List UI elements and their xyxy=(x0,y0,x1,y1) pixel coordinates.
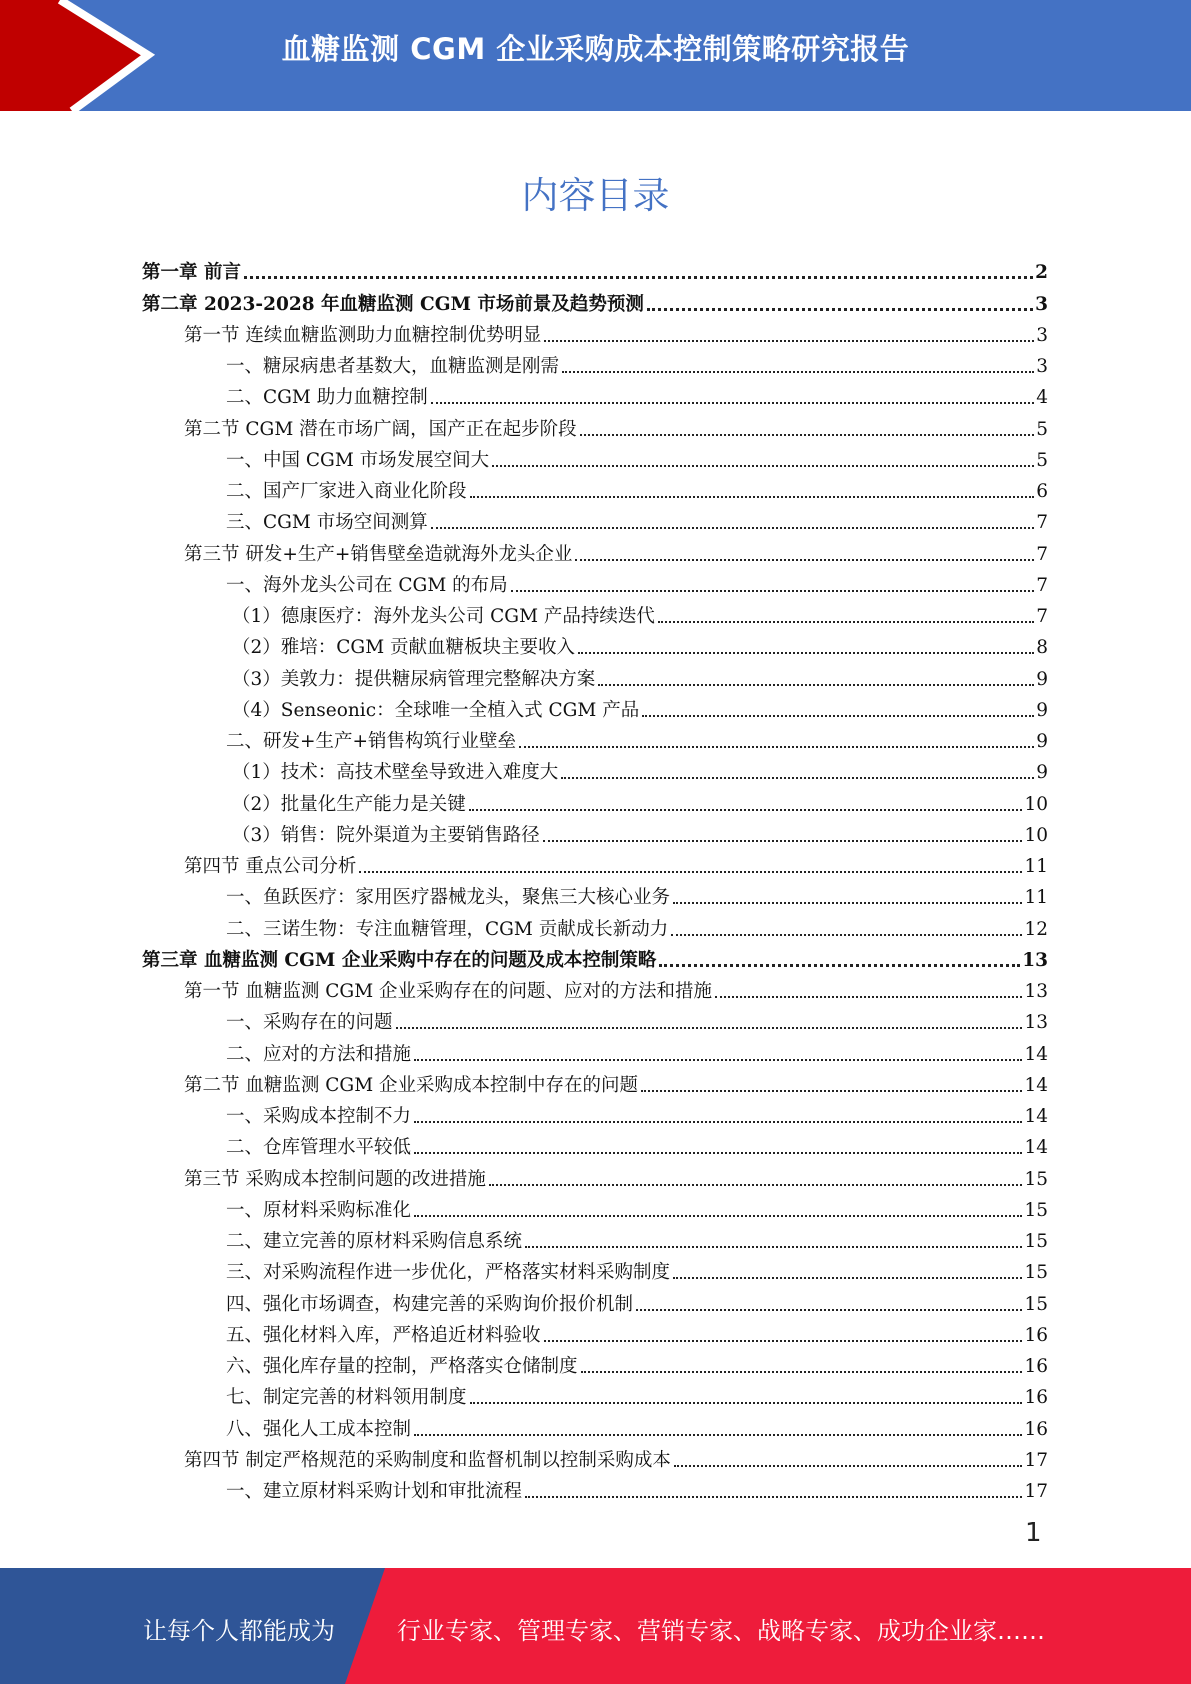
toc-dot-leader xyxy=(647,307,1033,311)
toc-entry-title: 第三章 血糖监测 CGM 企业采购中存在的问题及成本控制策略 xyxy=(142,949,657,971)
toc-entry-title: 一、采购存在的问题 xyxy=(226,1012,393,1034)
toc-entry[interactable] xyxy=(142,723,1048,754)
toc-entry[interactable] xyxy=(142,817,1048,848)
toc-dot-leader xyxy=(671,933,1022,936)
toc-dot-leader xyxy=(511,589,1035,592)
toc-entry-title: 八、强化人工成本控制 xyxy=(226,1418,412,1440)
toc-entry-title: 四、强化市场调查，构建完善的采购询价报价机制 xyxy=(226,1293,634,1315)
toc-dot-leader xyxy=(244,275,1033,279)
toc-dot-leader xyxy=(598,683,1034,686)
toc-entry-page: 5 xyxy=(1036,418,1048,440)
toc-entry[interactable] xyxy=(142,785,1048,816)
toc-entry-title: （3）美敦力：提供糖尿病管理完整解决方案 xyxy=(232,668,596,690)
toc-dot-leader xyxy=(581,1370,1023,1373)
toc-dot-leader xyxy=(562,370,1034,373)
toc-entry-page: 10 xyxy=(1024,824,1048,846)
toc-entry-title: 第三节 研发+生产+销售壁垒造就海外龙头企业 xyxy=(184,543,573,565)
toc-entry-page: 5 xyxy=(1036,449,1048,471)
toc-entry-page: 16 xyxy=(1024,1418,1048,1440)
toc-entry-title: 七、制定完善的材料领用制度 xyxy=(226,1387,467,1409)
toc-entry-title: 第二节 CGM 潜在市场广阔，国产正在起步阶段 xyxy=(184,418,577,440)
toc-entry[interactable] xyxy=(142,410,1048,441)
toc-dot-leader xyxy=(470,1401,1023,1404)
toc-dot-leader xyxy=(525,1245,1022,1248)
table-of-contents xyxy=(142,254,1048,1504)
toc-entry[interactable] xyxy=(142,1379,1048,1410)
toc-dot-leader xyxy=(469,808,1023,811)
toc-entry-page: 9 xyxy=(1036,668,1048,690)
toc-entry-title: （1）技术：高技术壁垒导致进入难度大 xyxy=(232,762,559,784)
footer-slogan-left: 让每个人都能成为 xyxy=(143,1617,335,1645)
toc-dot-leader xyxy=(544,339,1034,342)
toc-entry[interactable] xyxy=(142,1223,1048,1254)
toc-entry-page: 14 xyxy=(1024,1074,1048,1096)
toc-entry-page: 16 xyxy=(1024,1387,1048,1409)
toc-entry-page: 9 xyxy=(1036,699,1048,721)
toc-heading: 内容目录 xyxy=(521,174,670,217)
toc-entry[interactable] xyxy=(142,473,1048,504)
toc-entry-title: （3）销售：院外渠道为主要销售路径 xyxy=(232,824,540,846)
toc-entry[interactable] xyxy=(142,254,1048,285)
toc-dot-leader xyxy=(544,1339,1023,1342)
toc-entry-page: 8 xyxy=(1036,637,1048,659)
toc-entry[interactable] xyxy=(142,692,1048,723)
toc-entry-title: 一、原材料采购标准化 xyxy=(226,1199,412,1221)
toc-dot-leader xyxy=(414,1058,1022,1061)
toc-entry-page: 14 xyxy=(1024,1043,1048,1065)
toc-dot-leader xyxy=(674,1464,1023,1467)
toc-entry-title: 二、三诺生物：专注血糖管理，CGM 贡献成长新动力 xyxy=(226,918,669,940)
toc-dot-leader xyxy=(359,870,1022,873)
toc-entry-page: 14 xyxy=(1024,1137,1048,1159)
toc-entry-page: 6 xyxy=(1036,481,1048,502)
toc-entry[interactable] xyxy=(142,535,1048,566)
toc-entry-page: 7 xyxy=(1036,606,1048,627)
toc-dot-leader xyxy=(525,1495,1022,1498)
toc-entry[interactable] xyxy=(142,1348,1048,1379)
toc-entry-title: 第四节 重点公司分析 xyxy=(184,856,357,877)
toc-entry[interactable] xyxy=(142,1473,1048,1504)
toc-entry-title: 五、强化材料入库，严格追近材料验收 xyxy=(226,1324,541,1346)
toc-entry[interactable] xyxy=(142,379,1048,410)
toc-entry[interactable] xyxy=(142,1192,1048,1223)
toc-entry[interactable] xyxy=(142,660,1048,691)
toc-entry[interactable] xyxy=(142,910,1048,941)
toc-dot-leader xyxy=(715,995,1022,998)
toc-entry[interactable] xyxy=(142,848,1048,879)
toc-entry[interactable] xyxy=(142,629,1048,660)
toc-entry[interactable] xyxy=(142,1254,1048,1285)
toc-entry[interactable] xyxy=(142,504,1048,535)
toc-entry[interactable] xyxy=(142,567,1048,598)
toc-dot-leader xyxy=(575,558,1034,561)
toc-dot-leader xyxy=(642,714,1034,717)
toc-entry[interactable] xyxy=(142,1317,1048,1348)
toc-entry-title: 第四节 制定严格规范的采购制度和监督机制以控制采购成本 xyxy=(184,1449,671,1471)
toc-entry-title: （2）批量化生产能力是关键 xyxy=(232,793,466,815)
toc-entry-title: 三、对采购流程作进一步优化，严格落实材料采购制度 xyxy=(226,1262,671,1284)
toc-entry-title: 一、糖尿病患者基数大，血糖监测是刚需 xyxy=(226,356,560,377)
footer-slogan-right: 行业专家、管理专家、营销专家、战略专家、成功企业家…… xyxy=(397,1617,1045,1645)
page-footer xyxy=(0,1568,1191,1684)
toc-entry[interactable] xyxy=(142,348,1048,379)
toc-entry-page: 13 xyxy=(1024,1012,1048,1034)
toc-entry[interactable] xyxy=(142,442,1048,473)
toc-entry-title: 二、研发+生产+销售构筑行业壁垒 xyxy=(226,731,517,752)
toc-entry-page: 11 xyxy=(1024,856,1048,877)
toc-entry-page: 13 xyxy=(1022,949,1048,971)
toc-entry[interactable] xyxy=(142,879,1048,910)
toc-dot-leader xyxy=(431,526,1034,529)
toc-entry-title: 第二节 血糖监测 CGM 企业采购成本控制中存在的问题 xyxy=(184,1074,639,1096)
toc-dot-leader xyxy=(492,464,1034,467)
toc-dot-leader xyxy=(414,1120,1022,1123)
toc-entry-title: 六、强化库存量的控制，严格落实仓储制度 xyxy=(226,1356,578,1377)
toc-entry-title: 第二章 2023-2028 年血糖监测 CGM 市场前景及趋势预测 xyxy=(142,293,644,315)
toc-dot-leader xyxy=(659,963,1020,967)
toc-entry-page: 16 xyxy=(1024,1356,1048,1377)
toc-entry-page: 15 xyxy=(1024,1231,1048,1252)
toc-entry-page: 2 xyxy=(1035,262,1048,284)
toc-entry-title: 一、建立原材料采购计划和审批流程 xyxy=(226,1481,523,1502)
toc-entry[interactable] xyxy=(142,1004,1048,1035)
toc-dot-leader xyxy=(561,776,1034,779)
toc-entry-title: 一、中国 CGM 市场发展空间大 xyxy=(226,449,490,471)
toc-entry-title: （4）Senseonic：全球唯一全植入式 CGM 产品 xyxy=(232,699,640,721)
toc-entry-page: 12 xyxy=(1024,918,1048,940)
toc-entry[interactable] xyxy=(142,1442,1048,1473)
toc-entry-title: 第一节 连续血糖监测助力血糖控制优势明显 xyxy=(184,324,542,346)
toc-entry-page: 3 xyxy=(1035,293,1048,315)
toc-entry-page: 7 xyxy=(1036,574,1048,596)
toc-entry-title: （2）雅培：CGM 贡献血糖板块主要收入 xyxy=(232,637,576,659)
toc-entry[interactable] xyxy=(142,317,1048,348)
toc-entry-page: 3 xyxy=(1036,356,1048,377)
toc-entry[interactable] xyxy=(142,754,1048,785)
toc-dot-leader xyxy=(578,651,1034,654)
toc-entry-page: 13 xyxy=(1024,981,1048,1002)
toc-entry-page: 14 xyxy=(1024,1106,1048,1127)
toc-dot-leader xyxy=(396,1026,1023,1029)
toc-dot-leader xyxy=(673,901,1022,904)
toc-entry-page: 15 xyxy=(1024,1262,1048,1284)
toc-entry[interactable] xyxy=(142,1129,1048,1160)
page-header xyxy=(0,0,1191,111)
toc-dot-leader xyxy=(414,1151,1022,1154)
toc-entry-page: 11 xyxy=(1024,887,1048,909)
toc-dot-leader xyxy=(543,839,1023,842)
toc-entry[interactable] xyxy=(142,598,1048,629)
toc-entry-title: 第一节 血糖监测 CGM 企业采购存在的问题、应对的方法和措施 xyxy=(184,981,713,1002)
toc-entry[interactable] xyxy=(142,1285,1048,1316)
toc-dot-leader xyxy=(641,1089,1022,1092)
toc-entry-title: 二、CGM 助力血糖控制 xyxy=(226,387,428,409)
toc-entry-page: 16 xyxy=(1024,1324,1048,1346)
toc-entry[interactable] xyxy=(142,1098,1048,1129)
toc-dot-leader xyxy=(431,401,1034,404)
toc-entry[interactable] xyxy=(142,285,1048,316)
toc-entry[interactable] xyxy=(142,942,1048,973)
toc-entry-page: 15 xyxy=(1024,1199,1048,1221)
toc-entry-title: 二、国产厂家进入商业化阶段 xyxy=(226,481,467,502)
report-title: 血糖监测 CGM 企业采购成本控制策略研究报告 xyxy=(281,32,910,66)
toc-entry-page: 7 xyxy=(1036,512,1048,534)
toc-dot-leader xyxy=(414,1433,1022,1436)
toc-entry-page: 10 xyxy=(1024,793,1048,815)
toc-dot-leader xyxy=(580,433,1035,436)
toc-entry[interactable] xyxy=(142,1410,1048,1441)
toc-entry-page: 7 xyxy=(1036,543,1048,565)
toc-entry[interactable] xyxy=(142,973,1048,1004)
toc-dot-leader xyxy=(673,1276,1022,1279)
toc-entry-page: 17 xyxy=(1024,1481,1048,1502)
toc-entry-page: 9 xyxy=(1036,731,1048,752)
toc-entry-page: 15 xyxy=(1024,1168,1048,1190)
toc-entry-page: 9 xyxy=(1036,762,1048,784)
toc-dot-leader xyxy=(414,1214,1022,1217)
toc-dot-leader xyxy=(519,745,1034,748)
toc-dot-leader xyxy=(658,620,1034,623)
toc-dot-leader xyxy=(636,1308,1022,1311)
toc-entry-title: 一、鱼跃医疗：家用医疗器械龙头，聚焦三大核心业务 xyxy=(226,887,671,909)
toc-entry[interactable] xyxy=(142,1067,1048,1098)
toc-entry-title: 二、应对的方法和措施 xyxy=(226,1043,412,1065)
toc-entry-title: 一、采购成本控制不力 xyxy=(226,1106,412,1127)
toc-entry-title: （1）德康医疗：海外龙头公司 CGM 产品持续迭代 xyxy=(232,606,655,627)
toc-entry[interactable] xyxy=(142,1035,1048,1066)
toc-entry-page: 15 xyxy=(1024,1293,1048,1315)
page-number: 1 xyxy=(1025,1518,1042,1548)
toc-dot-leader xyxy=(470,495,1035,498)
toc-entry-title: 二、建立完善的原材料采购信息系统 xyxy=(226,1231,523,1252)
toc-entry-title: 一、海外龙头公司在 CGM 的布局 xyxy=(226,574,508,596)
toc-entry-title: 第一章 前言 xyxy=(142,262,241,284)
toc-entry-title: 第三节 采购成本控制问题的改进措施 xyxy=(184,1168,486,1190)
toc-entry[interactable] xyxy=(142,1160,1048,1191)
toc-entry-title: 三、CGM 市场空间测算 xyxy=(226,512,428,534)
toc-entry-page: 4 xyxy=(1036,387,1048,409)
toc-dot-leader xyxy=(489,1183,1023,1186)
toc-entry-title: 二、仓库管理水平较低 xyxy=(226,1137,412,1159)
toc-entry-page: 3 xyxy=(1036,324,1048,346)
toc-entry-page: 17 xyxy=(1024,1449,1048,1471)
